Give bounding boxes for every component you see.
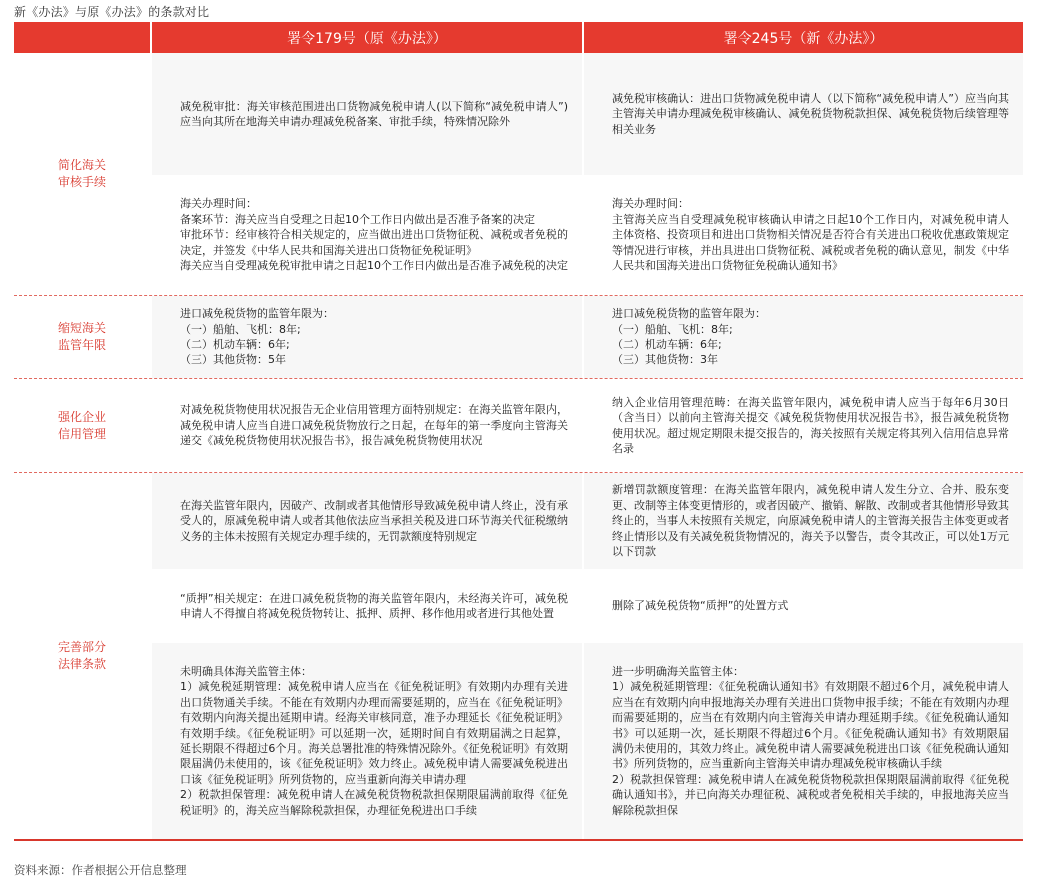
new-clause-cell: 新增罚款额度管理：在海关监管年限内，减免税申请人发生分立、合并、股东变更、改制等主体变更情形的，或者因破产、撤销、解散、改制或者其他情形导致其终止的，当事人未按照有关规定，向原减免税申请人的主管海关报告主体变更或者终止情形以及有关减免税货物情况的，海关予以警告，责令其改正，可以处1万元以下罚款 [584,473,1023,569]
comparison-table [14,22,1023,841]
section-label: 完善部分 法律条款 [57,640,106,671]
old-clause-cell: “质押”相关规定：在进口减免税货物的海关监管年限内，未经海关许可，减免税申请人不得擅自将减免税货物转让、抵押、质押、移作他用或者进行其他处置 [180,591,568,620]
old-clause-cell: 海关办理时间： 备案环节：海关应当自受理之日起10个工作日内做出是否准予备案的决定 审批环节：经审核符合相关规定的，应当做出进出口货物征税、减税或者免税的决定，并签发《中华人民共和国海关进出口货物征免税证明》 海关应当自受理减免税审批申请之日起10个工作日内做出是否准予减免税的决定 [180,197,568,273]
new-clause-cell: 海关办理时间： 主管海关应当自受理减免税审核确认申请之日起10个工作日内，对减免税申请人主体资格、投资项目和进出口货物相关情况是否符合有关进出口税收优惠政策规定等情况进行审核，并出具进出口货物征税、减税或者免税的确认意见，制发《中华人民共和国海关进出口货物征免税确认通知书》 [612,197,1009,273]
table-row [150,473,1023,569]
section-label: 强化企业 信用管理 [57,409,106,441]
new-clause-cell: 减免税审核确认：进出口货物减免税申请人（以下简称“减免税申请人”）应当向其主管海关申请办理减免税审核确认、减免税货物税款担保、减免税货物后续管理等相关业务 [584,53,1023,175]
table-header [14,22,1023,53]
old-clause-cell: 未明确具体海关监管主体： 1）减免税延期管理：减免税申请人应当在《征免税证明》有效期内办理有关进出口货物通关手续。不能在有效期内办理而需要延期的，应当在《征免税证明》有效期内向海关提出延期申请。经海关审核同意，准予办理延长《征免税证明》有效期手续。《征免税证明》可以延期一次，延期时间自有效期届满之日起算，延长期限不得超过6个月。海关总署批准的特殊情况除外。《征免税证明》有效期限届满仍未使用的，该《征免税证明》效力终止。减免税申请人需要减免税进出口该《征免税证明》所列货物的，应当重新向海关申请办理 2）税款担保管理：减免税申请人在减免税货物税款担保期限届满前取得《征免税证明》的，海关应当解除税款担保，办理征免税进出口手续 [152,643,582,839]
section-simplify-review [14,53,1023,295]
section-shorten-period [14,296,1023,378]
table-row [150,296,1023,378]
new-clause-cell: 进一步明确海关监管主体： 1）减免税延期管理：《征免税确认通知书》有效期限不超过6个月，减免税申请人应当在有效期内向申报地海关办理有关进出口货物申报手续；不能在有效期内办理而需要延期的，应当在有效期内向主管海关申请办理延期手续。《征免税确认通知书》可以延期一次，延长期限不得超过6个月。《征免税确认通知书》有效期限届满仍未使用的，其效力终止。减免税申请人需要减免税进出口该《征免税确认通知书》所列货物的，应当重新向主管海关申请办理减免税审核确认手续 2）税款担保管理：减免税申请人在减免税货物税款担保期限届满前取得《征免税确认通知书》，并已向海关办理征税、减税或者免税相关手续的，申报地海关应当解除税款担保 [584,643,1023,839]
old-clause-cell: 减免税审批：海关审核范围进出口货物减免税申请人(以下简称“减免税申请人”)应当向其所在地海关申请办理减免税备案、审批手续，特殊情况除外 [152,53,582,175]
new-clause-cell: 纳入企业信用管理范畴：在海关监管年限内，减免税申请人应当于每年6月30日（含当日）以前向主管海关提交《减免税货物使用状况报告书》，报告减免税货物使用状况。超过规定期限未提交报告的，海关按照有关规定将其列入信用信息异常名录 [612,395,1009,455]
source-note: 资料来源：作者根据公开信息整理 [14,863,187,877]
table-bottom-rule [14,839,1023,841]
old-clause-cell: 对减免税货物使用状况报告无企业信用管理方面特别规定：在海关监管年限内，减免税申请人应当自进口减免税货物放行之日起，在每年的第一季度向主管海关递交《减免税货物使用状况报告书》，报告减免税货物使用状况 [180,403,568,448]
table-row [150,569,1023,643]
section-legal-provisions [14,473,1023,839]
header-blank-cell [14,22,150,53]
table-row [150,379,1023,472]
section-label: 缩短海关 监管年限 [57,321,106,352]
table-caption: 新《办法》与原《办法》的条款对比 [14,5,210,19]
table-row [150,175,1023,295]
new-clause-cell: 进口减免税货物的监管年限为： （一）船舶、飞机：8年; （二）机动车辆：6年; （三）其他货物：3年 [584,296,1023,378]
header-old-regulation: 署令179号（原《办法》） [152,22,582,53]
header-new-regulation: 署令245号（新《办法》） [584,22,1023,53]
section-label: 简化海关 审核手续 [57,158,106,189]
section-credit-management [14,379,1023,472]
new-clause-cell: 删除了减免税货物“质押”的处置方式 [612,599,789,613]
table-row [150,53,1023,175]
old-clause-cell: 进口减免税货物的监管年限为： （一）船舶、飞机：8年; （二）机动车辆：6年; （三）其他货物：5年 [152,296,582,378]
old-clause-cell: 在海关监管年限内，因破产、改制或者其他情形导致减免税申请人终止，没有承受人的，原减免税申请人或者其他依法应当承担关税及进口环节海关代征税缴纳义务的主体未按照有关规定办理手续的，无罚款额度特别规定 [152,473,582,569]
table-row [150,643,1023,839]
